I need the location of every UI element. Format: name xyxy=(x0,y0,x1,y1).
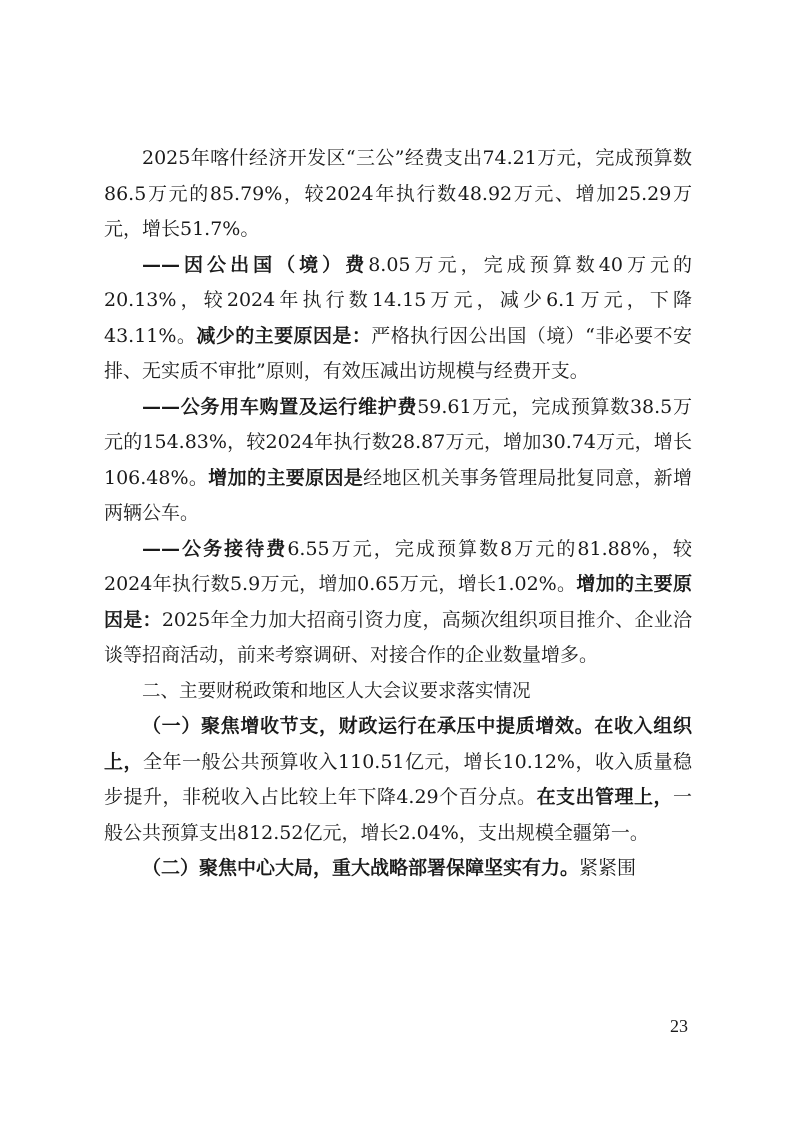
revenue-text: 全年一般公共预算收入110.51亿元，增长10.12%，收入质量稳步提升，非税收入占比较上年下降4.29个百分点。 xyxy=(104,750,692,808)
page-number: 23 xyxy=(670,1016,688,1036)
strategy-text: 紧紧围 xyxy=(579,857,637,879)
paragraph-revenue-expenditure xyxy=(104,709,692,851)
paragraph-vehicles xyxy=(104,390,692,532)
summary-text: 2025年喀什经济开发区“三公”经费支出74.21万元，完成预算数86.5万元的85.79%，较2024年执行数48.92万元、增加25.29万元，增长51.7%。 xyxy=(104,147,692,240)
overseas-travel-reason-label: 减少的主要原因是： xyxy=(196,324,372,347)
revenue-heading: （一）聚焦增收节支，财政运行在承压中提质增效。在收入组织上， xyxy=(104,715,692,773)
expenditure-text: 一般公共预算支出812.52亿元，增长2.04%，支出规模全疆第一。 xyxy=(104,786,692,844)
vehicles-reason-label: 增加的主要原因是 xyxy=(208,466,364,489)
overseas-travel-reason: 严格执行因公出国（境）“非必要不安排、无实质不审批”原则，有效压减出访规模与经费开支。 xyxy=(104,324,692,382)
vehicles-reason: 经地区机关事务管理局批复同意，新增两辆公车。 xyxy=(104,466,692,524)
reception-reason-label: 增加的主要原因是： xyxy=(104,573,692,631)
vehicles-lead: ——公务用车购置及运行维护费 xyxy=(142,395,418,418)
reception-reason: 2025年全力加大招商引资力度，高频次组织项目推介、企业洽谈等招商活动，前来考察调研、对接合作的企业数量增多。 xyxy=(104,608,692,666)
section-heading: 二、主要财税政策和地区人大会议要求落实情况 xyxy=(142,680,531,702)
paragraph-overseas-travel xyxy=(104,248,692,390)
body-text xyxy=(104,141,692,887)
vehicles-figures: 59.61万元，完成预算数38.5万元的154.83%，较2024年执行数28.87万元，增加30.74万元，增长106.48%。 xyxy=(104,395,692,489)
reception-lead: ——公务接待费 xyxy=(142,537,288,560)
expenditure-label: 在支出管理上， xyxy=(536,786,673,808)
paragraph-strategy xyxy=(104,851,692,887)
strategy-heading: （二）聚焦中心大局，重大战略部署保障坚实有力。 xyxy=(142,857,580,879)
overseas-travel-lead: ——因公出国（境）费 xyxy=(142,253,369,276)
paragraph-reception xyxy=(104,532,692,674)
overseas-travel-figures: 8.05万元，完成预算数40万元的20.13%，较2024年执行数14.15万元，减少6.1万元，下降43.11%。 xyxy=(104,253,692,347)
reception-figures: 6.55万元，完成预算数8万元的81.88%，较2024年执行数5.9万元，增加0.65万元，增长1.02%。 xyxy=(104,537,692,595)
paragraph-summary xyxy=(104,141,692,248)
